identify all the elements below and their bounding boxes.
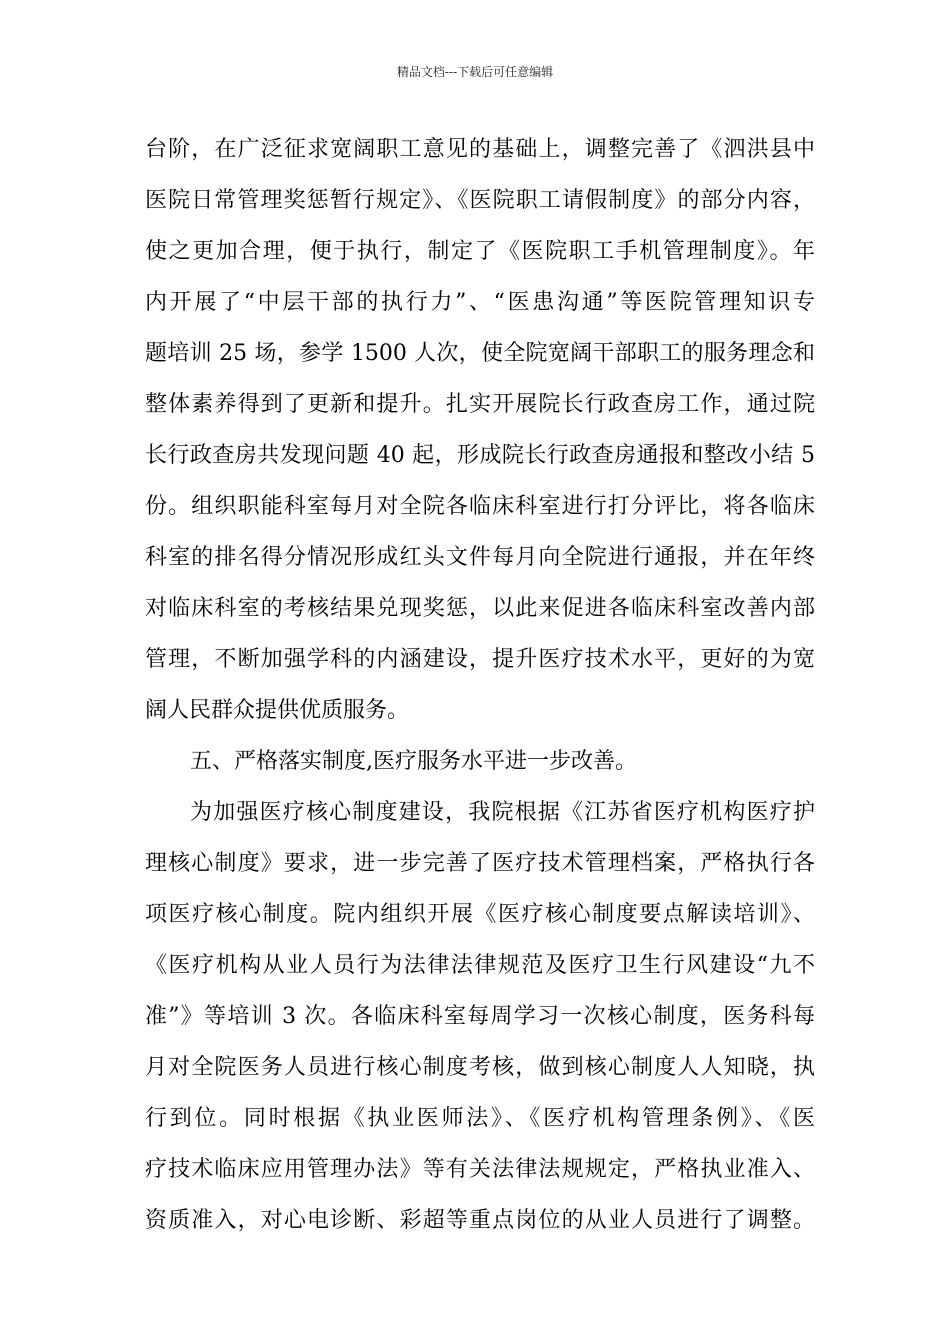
text-line: 整体素养得到了更新和提升。扎实开展院长行政查房工作，通过院 [145, 392, 815, 417]
section-heading-text: 五、严格落实制度,医疗服务水平进一步改善。 [190, 749, 637, 774]
text-line: 管理，不断加强学科的内涵建设，提升医疗技术水平，更好的为宽 [145, 647, 815, 672]
text-line: 项医疗核心制度。院内组织开展《医疗核心制度要点解读培训》、 [145, 902, 815, 927]
text-line: 理核心制度》要求，进一步完善了医疗技术管理档案，严格执行各 [145, 851, 815, 876]
text-line: 《医疗机构从业人员行为法律法律规范及医疗卫生行风建设“九不 [145, 953, 815, 978]
text-line: 医院日常管理奖惩暂行规定》、《医院职工请假制度》的部分内容， [145, 188, 815, 213]
text-line: 科室的排名得分情况形成红头文件每月向全院进行通报，并在年终 [145, 545, 815, 570]
page-header: 精品文档---下载后可任意编辑 [396, 65, 554, 79]
paragraph [145, 128, 815, 740]
section-heading [145, 740, 815, 791]
text-line: 阔人民群众提供优质服务。 [145, 698, 410, 723]
document-body [145, 128, 815, 1250]
text-line: 资质准入，对心电诊断、彩超等重点岗位的从业人员进行了调整。 [145, 1208, 815, 1233]
text-line: 行到位。同时根据《执业医师法》、《医疗机构管理条例》、《医 [145, 1106, 815, 1131]
text-line: 对临床科室的考核结果兑现奖惩，以此来促进各临床科室改善内部 [145, 596, 815, 621]
text-line: 为加强医疗核心制度建设，我院根据《江苏省医疗机构医疗护 [190, 800, 815, 825]
text-line: 台阶，在广泛征求宽阔职工意见的基础上，调整完善了《泗洪县中 [145, 137, 815, 162]
text-line: 题培训 25 场，参学 1500 人次，使全院宽阔干部职工的服务理念和 [145, 341, 815, 366]
text-line: 份。组织职能科室每月对全院各临床科室进行打分评比，将各临床 [145, 494, 815, 519]
text-line: 内开展了“中层干部的执行力”、“医患沟通”等医院管理知识专 [145, 290, 815, 315]
text-line: 使之更加合理，便于执行，制定了《医院职工手机管理制度》。年 [145, 239, 815, 264]
text-line: 月对全院医务人员进行核心制度考核，做到核心制度人人知晓，执 [145, 1055, 815, 1080]
text-line: 疗技术临床应用管理办法》等有关法律法规规定，严格执业准入、 [145, 1157, 815, 1182]
paragraph [145, 791, 815, 1250]
text-line: 长行政查房共发现问题 40 起，形成院长行政查房通报和整改小结 5 [145, 443, 815, 468]
text-line: 准”》等培训 3 次。各临床科室每周学习一次核心制度，医务科每 [145, 1004, 815, 1029]
